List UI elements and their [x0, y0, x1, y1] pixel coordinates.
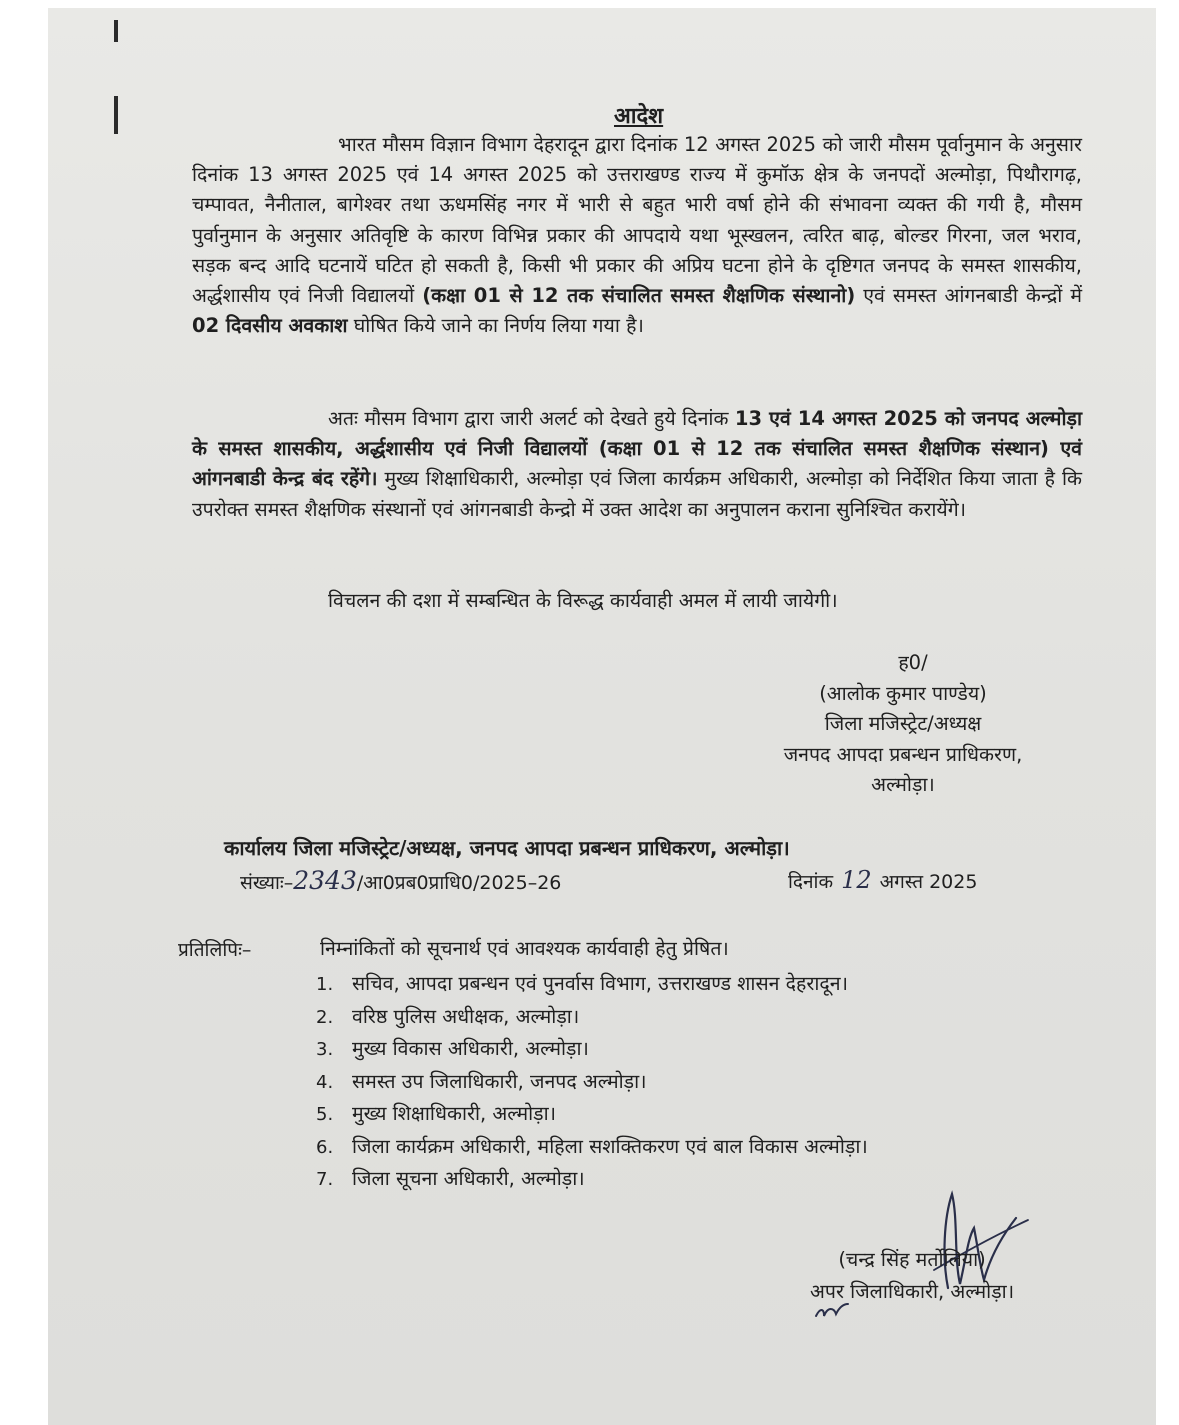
para1-text-1: भारत मौसम विज्ञान विभाग देहरादून द्वारा दिनांक 12 अगस्त 2025 को जारी मौसम पूर्वानुमान के अनुसार दिनांक 13 अगस्त 2025 एवं 14 अगस्त 2025 को उत्तराखण्ड राज्य में कुमॉऊ क्षेत्र के जनपदों अल्मोड़ा, पिथौरागढ़, चम्पावत, नैनीताल, बागेश्वर तथा ऊधमसिंह नगर में भारी से बहुत भारी वर्षा होने की संभावना व्यक्त की गयी है, मौसम पुर्वानुमान के अनुसार अतिवृष्टि के कारण विभिन्न प्रकार की आपदाये यथा भूस्खलन, त्वरित बाढ़, बोल्डर गिरना, जल भराव, सड़क बन्द आदि घटनायें घटित हो सकती है, किसी भी प्रकार की अप्रिय घटना होने के दृष्टिगत जनपद के समस्त शासकीय, अर्द्धशासीय एवं निजी विद्यालयों	[192, 133, 1082, 308]
list-item-number: 4.	[316, 1071, 334, 1093]
para1-bold-2: 02 दिवसीय अवकाश	[192, 314, 348, 338]
list-item	[316, 1001, 868, 1034]
para1-bold-1: (कक्षा 01 से 12 तक संचालित समस्त शैक्षणिक संस्थानो)	[422, 284, 856, 308]
list-item	[316, 1131, 868, 1164]
list-item-text: जिला सूचना अधिकारी, अल्मोड़ा।	[352, 1167, 585, 1190]
list-item-text: वरिष्ठ पुलिस अधीक्षक, अल्मोड़ा।	[352, 1004, 580, 1028]
reference-date	[788, 866, 977, 894]
signed-mark: ह0/	[898, 651, 928, 674]
date-handwritten: 12	[841, 866, 872, 894]
signatory1-authority: जनपद आपदा प्रबन्धन प्राधिकरण,	[783, 742, 1023, 766]
punch-mark-top	[114, 20, 118, 42]
order-paragraph-2	[192, 404, 1082, 525]
signatory1-place: अल्मोड़ा।	[871, 773, 935, 796]
reference-number-handwritten: 2343	[293, 866, 357, 895]
signatory2-name: (चन्द्र सिंह मर्तोलिया)	[838, 1248, 986, 1271]
copy-recipient-list	[316, 968, 868, 1196]
order-heading: आदेश	[614, 104, 664, 129]
list-item-text: मुख्य विकास अधिकारी, अल्मोड़ा।	[352, 1037, 589, 1060]
order-paragraph-1	[192, 130, 1082, 341]
punch-mark-bottom	[114, 96, 118, 134]
date-label: दिनांक	[788, 871, 834, 893]
list-item-number: 7.	[316, 1169, 334, 1190]
para2-bold-1: 13 एवं 14 अगस्त 2025 को जनपद अल्मोड़ा के समस्त शासकीय, अर्द्धशासीय एवं निजी विद्यालयों (कक्षा 01 से 12 तक संचालित समस्त शैक्षणिक संस्थान) एवं आंगनबाडी केन्द्र बंद रहेंगे।	[192, 407, 1082, 491]
signatory2-designation: अपर जिलाधिकारी, अल्मोड़ा।	[810, 1280, 1015, 1303]
list-item	[316, 1098, 868, 1131]
signatory-block-2	[810, 1244, 1014, 1308]
list-item	[316, 1066, 868, 1099]
para1-text-3: घोषित किये जाने का निर्णय लिया गया है।	[347, 314, 644, 338]
order-paragraph-3	[192, 586, 1082, 616]
signatory1-designation: जिला मजिस्ट्रेट/अध्यक्ष	[824, 712, 982, 735]
date-rest: अगस्त 2025	[879, 871, 978, 893]
para2-text-2: मुख्य शिक्षाधिकारी, अल्मोड़ा एवं जिला कार्यक्रम अधिकारी, अल्मोड़ा को निर्देशित किया जाता है कि उपरोक्त समस्त शैक्षणिक संस्थानों एवं आंगनबाडी केन्द्रो में उक्त आदेश का अनुपालन कराना सुनिश्चित करायेंगे।	[192, 467, 1082, 521]
list-item-text: सचिव, आपदा प्रबन्धन एवं पुनर्वास विभाग, उत्तराखण्ड शासन देहरादून।	[352, 972, 848, 995]
list-item-number: 6.	[316, 1136, 334, 1158]
list-item	[316, 1033, 868, 1066]
list-item-number: 1.	[316, 974, 334, 995]
document-page	[48, 8, 1156, 1425]
list-item	[316, 968, 868, 1001]
list-item-text: जिला कार्यक्रम अधिकारी, महिला सशक्तिकरण एवं बाल विकास अल्मोड़ा।	[352, 1134, 868, 1158]
list-item-text: मुख्य शिक्षाधिकारी, अल्मोड़ा।	[352, 1102, 557, 1125]
para2-text-1: अतः मौसम विभाग द्वारा जारी अलर्ट को देखते हुये दिनांक	[328, 407, 735, 430]
office-line: कार्यालय जिला मजिस्ट्रेट/अध्यक्ष, जनपद आपदा प्रबन्धन प्राधिकरण, अल्मोड़ा।	[224, 836, 790, 860]
copy-intro: निम्नांकितों को सूचनार्थ एवं आवश्यक कार्यवाही हेतु प्रेषित।	[320, 937, 729, 960]
signatory1-name: (आलोक कुमार पाण्डेय)	[819, 681, 987, 705]
list-item-number: 5.	[316, 1104, 334, 1125]
list-item-text: समस्त उप जिलाधिकारी, जनपद अल्मोड़ा।	[352, 1069, 647, 1093]
reference-label: संख्याः–	[240, 872, 294, 894]
para3-text: विचलन की दशा में सम्बन्धित के विरूद्ध कार्यवाही अमल में लायी जायेगी।	[328, 589, 838, 612]
list-item-number: 3.	[316, 1039, 334, 1060]
reference-number	[240, 866, 561, 895]
signatory-block-1	[738, 648, 1068, 801]
list-item	[316, 1163, 868, 1196]
handwritten-initial	[812, 1300, 852, 1324]
reference-suffix: /आ0प्रब0प्राधि0/2025–26	[356, 872, 562, 894]
copy-label: प्रतिलिपिः–	[178, 939, 252, 961]
list-item-number: 2.	[316, 1006, 334, 1028]
para1-text-2: एवं समस्त आंगनबाडी केन्द्रों में	[855, 284, 1082, 308]
